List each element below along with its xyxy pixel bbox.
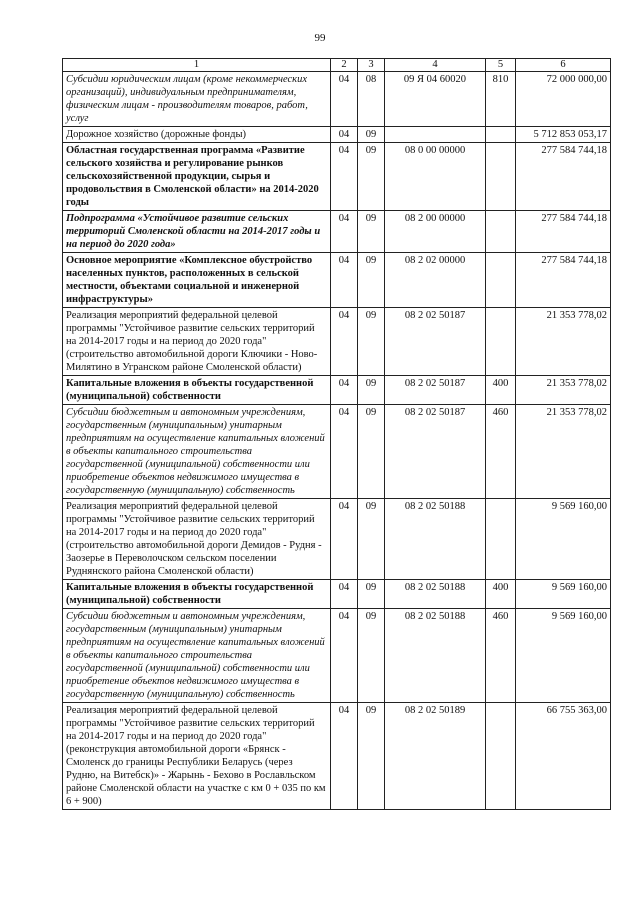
table-row [63, 703, 611, 810]
subsection-code-cell: 09 [358, 127, 385, 143]
header-col-3: 3 [358, 59, 385, 72]
section-code-cell: 04 [331, 609, 358, 703]
expense-type-cell: 400 [486, 580, 516, 609]
row-name-cell: Областная государственная программа «Развитие сельского хозяйства и регулирование рынков сельскохозяйственной продукции, сырья и продовольствия в Смоленской области» на 2014-2020 годы [63, 143, 331, 211]
subsection-code-cell: 09 [358, 211, 385, 253]
subsection-code-cell: 08 [358, 72, 385, 127]
section-code-cell: 04 [331, 376, 358, 405]
section-code-cell: 04 [331, 72, 358, 127]
subsection-code-cell: 09 [358, 143, 385, 211]
table-row [63, 376, 611, 405]
expense-type-cell: 460 [486, 405, 516, 499]
target-article-cell: 09 Я 04 60020 [385, 72, 486, 127]
amount-cell: 72 000 000,00 [516, 72, 611, 127]
target-article-cell: 08 2 00 00000 [385, 211, 486, 253]
expense-type-cell [486, 703, 516, 810]
row-name-cell: Субсидии бюджетным и автономным учреждениям, государственным (муниципальным) унитарным предприятиям на осуществление капитальных вложений в объекты капитального строительства государственной (муниципальной) собственности или приобретение объектов недвижимого имущества в государственную (муниципальную) собственность [63, 405, 331, 499]
amount-cell: 277 584 744,18 [516, 253, 611, 308]
row-name-cell: Основное мероприятие «Комплексное обустройство населенных пунктов, расположенных в сельской местности, объектами социальной и инженерной инфраструктуры» [63, 253, 331, 308]
expense-type-cell [486, 308, 516, 376]
table-row [63, 405, 611, 499]
table-row [63, 72, 611, 127]
row-name-cell: Дорожное хозяйство (дорожные фонды) [63, 127, 331, 143]
row-name-cell: Реализация мероприятий федеральной целевой программы "Устойчивое развитие сельских территорий на 2014-2017 годы и на период до 2020 года" (строительство автомобильной дороги Демидов - Рудня - Заозерье в Переволочском сельском поселении Руднянского района Смоленской области) [63, 499, 331, 580]
row-name-cell: Субсидии юридическим лицам (кроме некоммерческих организаций), индивидуальным предпринимателям, физическим лицам - производителям товаров, работ, услуг [63, 72, 331, 127]
target-article-cell: 08 2 02 50188 [385, 580, 486, 609]
subsection-code-cell: 09 [358, 376, 385, 405]
table-row [63, 211, 611, 253]
amount-cell: 9 569 160,00 [516, 580, 611, 609]
target-article-cell: 08 2 02 50189 [385, 703, 486, 810]
section-code-cell: 04 [331, 703, 358, 810]
table-row [63, 499, 611, 580]
amount-cell: 9 569 160,00 [516, 499, 611, 580]
amount-cell: 21 353 778,02 [516, 405, 611, 499]
row-name-cell: Реализация мероприятий федеральной целевой программы "Устойчивое развитие сельских территорий на 2014-2017 годы и на период до 2020 года" (строительство автомобильной дороги Ключики - Ново-Милятино в Угранском районе Смоленской области) [63, 308, 331, 376]
target-article-cell [385, 127, 486, 143]
table-row [63, 308, 611, 376]
subsection-code-cell: 09 [358, 580, 385, 609]
header-col-5: 5 [486, 59, 516, 72]
budget-table [62, 58, 611, 810]
header-col-6: 6 [516, 59, 611, 72]
target-article-cell: 08 0 00 00000 [385, 143, 486, 211]
header-col-1: 1 [63, 59, 331, 72]
page-number: 99 [314, 32, 326, 44]
target-article-cell: 08 2 02 50188 [385, 609, 486, 703]
section-code-cell: 04 [331, 580, 358, 609]
section-code-cell: 04 [331, 499, 358, 580]
table-row [63, 253, 611, 308]
amount-cell: 66 755 363,00 [516, 703, 611, 810]
target-article-cell: 08 2 02 50187 [385, 308, 486, 376]
expense-type-cell [486, 499, 516, 580]
section-code-cell: 04 [331, 308, 358, 376]
target-article-cell: 08 2 02 50187 [385, 405, 486, 499]
expense-type-cell [486, 253, 516, 308]
amount-cell: 277 584 744,18 [516, 211, 611, 253]
header-row [63, 59, 611, 72]
target-article-cell: 08 2 02 50187 [385, 376, 486, 405]
subsection-code-cell: 09 [358, 703, 385, 810]
expense-type-cell [486, 143, 516, 211]
header-col-2: 2 [331, 59, 358, 72]
target-article-cell: 08 2 02 50188 [385, 499, 486, 580]
target-article-cell: 08 2 02 00000 [385, 253, 486, 308]
expense-type-cell [486, 211, 516, 253]
amount-cell: 9 569 160,00 [516, 609, 611, 703]
row-name-cell: Реализация мероприятий федеральной целевой программы "Устойчивое развитие сельских территорий на 2014-2017 годы и на период до 2020 года" (реконструкция автомобильной дороги «Брянск - Смоленск до границы Республики Беларусь (через Рудню, на Витебск)» - Жарынь - Бехово в Рославльском районе Смоленской области на участке с км 0 + 035 по км 6 + 900) [63, 703, 331, 810]
subsection-code-cell: 09 [358, 609, 385, 703]
row-name-cell: Капитальные вложения в объекты государственной (муниципальной) собственности [63, 580, 331, 609]
subsection-code-cell: 09 [358, 405, 385, 499]
section-code-cell: 04 [331, 143, 358, 211]
amount-cell: 277 584 744,18 [516, 143, 611, 211]
table-row [63, 609, 611, 703]
amount-cell: 5 712 853 053,17 [516, 127, 611, 143]
section-code-cell: 04 [331, 405, 358, 499]
subsection-code-cell: 09 [358, 253, 385, 308]
row-name-cell: Капитальные вложения в объекты государственной (муниципальной) собственности [63, 376, 331, 405]
row-name-cell: Подпрограмма «Устойчивое развитие сельских территорий Смоленской области на 2014-2017 годы и на период до 2020 года» [63, 211, 331, 253]
row-name-cell: Субсидии бюджетным и автономным учреждениям, государственным (муниципальным) унитарным предприятиям на осуществление капитальных вложений в объекты капитального строительства государственной (муниципальной) собственности или приобретение объектов недвижимого имущества в государственную (муниципальную) собственность [63, 609, 331, 703]
table-row [63, 580, 611, 609]
section-code-cell: 04 [331, 253, 358, 308]
header-col-4: 4 [385, 59, 486, 72]
expense-type-cell: 460 [486, 609, 516, 703]
amount-cell: 21 353 778,02 [516, 376, 611, 405]
subsection-code-cell: 09 [358, 499, 385, 580]
table-row [63, 143, 611, 211]
expense-type-cell: 400 [486, 376, 516, 405]
subsection-code-cell: 09 [358, 308, 385, 376]
amount-cell: 21 353 778,02 [516, 308, 611, 376]
section-code-cell: 04 [331, 211, 358, 253]
section-code-cell: 04 [331, 127, 358, 143]
expense-type-cell [486, 127, 516, 143]
table-row [63, 127, 611, 143]
expense-type-cell: 810 [486, 72, 516, 127]
